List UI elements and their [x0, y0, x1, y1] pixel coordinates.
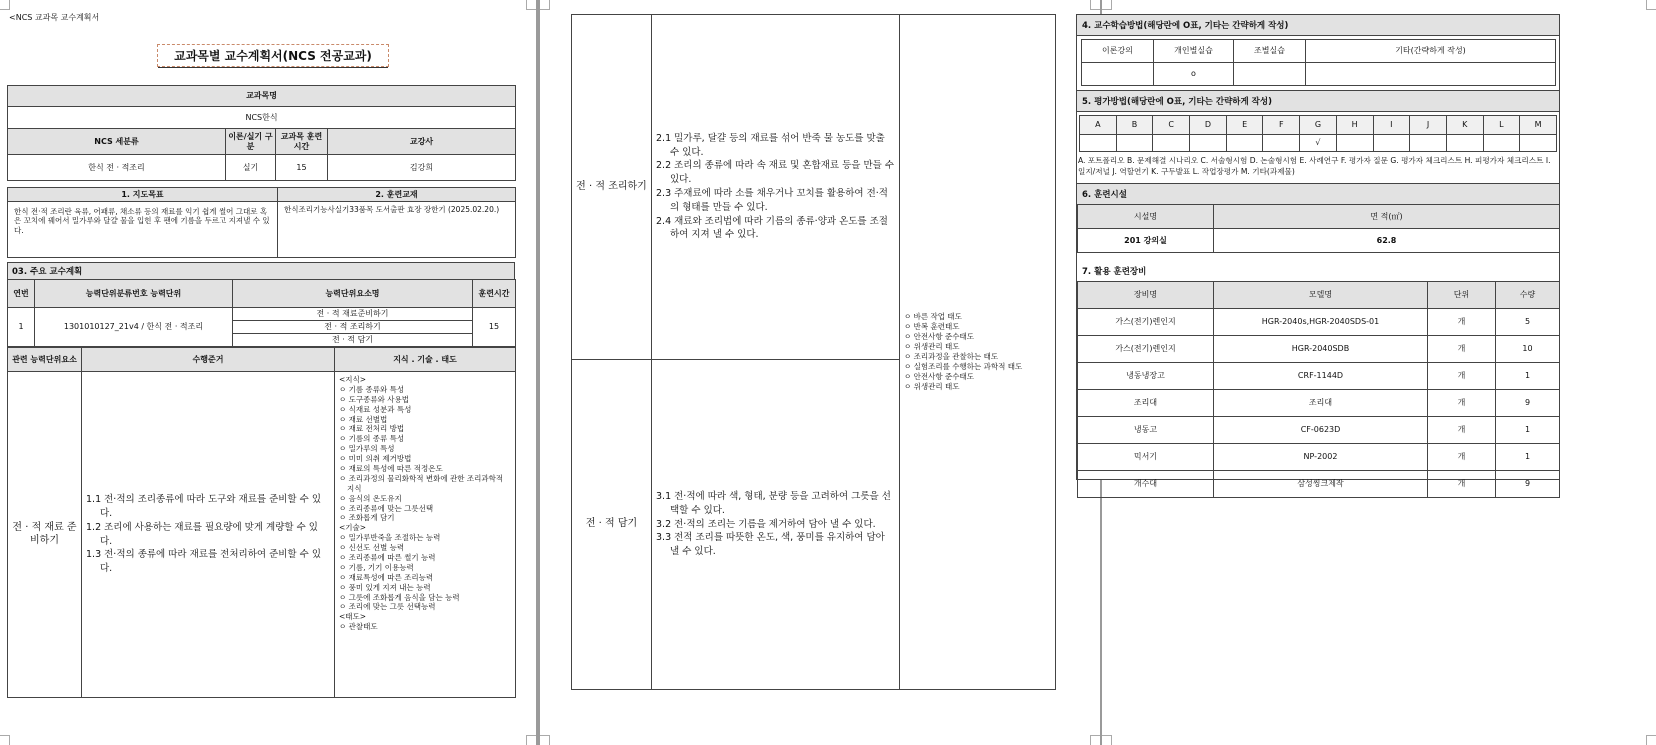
element-name: 전 · 적 조리하기: [572, 15, 652, 360]
evaluation-mark: [1520, 135, 1557, 152]
equipment-table: [1077, 281, 1560, 498]
criterion: 3.1 전·적에 따라 색, 형태, 분량 등을 고려하여 그릇을 선택할 수 있다.: [656, 491, 891, 516]
evaluation-mark: [1116, 135, 1153, 152]
facility-col-area: 면 적(㎡): [1214, 205, 1560, 229]
equipment-model: HGR-2040s,HGR-2040SDS-01: [1214, 309, 1428, 336]
ksa-item: ㅇ 음식의 온도유지: [339, 493, 402, 503]
detail-table-continued: [571, 14, 1056, 690]
ksa-item: ㅇ 조리에 맞는 그릇 선택능력: [339, 602, 436, 612]
textbook-text: 한식조리기능사실기33품목 도서출판 효장 장한기 (2025.02.20.): [278, 202, 516, 258]
plan-row-no: 1: [8, 308, 35, 347]
method-col-other: 기타(간략하게 작성): [1306, 40, 1556, 63]
page-1: [0, 0, 536, 745]
method-table: [1081, 39, 1556, 86]
attitude-item: ㅇ 안전사항 준수태도: [904, 372, 974, 382]
method-col-individual: 개인별실습: [1154, 40, 1234, 63]
evaluation-letter: I: [1373, 116, 1410, 135]
plan-col-no: 연번: [8, 280, 35, 308]
element-criteria: [82, 372, 335, 698]
evaluation-mark: [1373, 135, 1410, 152]
method-col-group: 조별실습: [1234, 40, 1306, 63]
criterion: 3.2 전·적의 조리는 기름을 제거하여 담아 낼 수 있다.: [656, 518, 876, 530]
ksa-item: ㅇ 신선도 선별 능력: [339, 543, 405, 553]
plan-col-hours: 훈련시간: [473, 280, 516, 308]
evaluation-mark: √: [1300, 135, 1337, 152]
equipment-qty: 1: [1496, 444, 1560, 471]
course-table: [7, 85, 516, 181]
evaluation-legend: A. 포트폴리오 B. 문제해결 시나리오 C. 서술형시험 D. 논술형시험 E. 사례연구 F. 평가자 질문 G. 평가자 체크리스트 H. 피평가자 체크리스트 I. 일지/저널 J. 역할연기 K. 구두발표 L. 작업장평가 M. 기타(과제물): [1078, 156, 1551, 176]
plan-table: [7, 279, 516, 347]
col-ncs-category: NCS 세분류: [8, 129, 226, 155]
criterion: 1.3 전·적의 종류에 따라 재료를 전처리하여 준비할 수 있다.: [86, 549, 322, 575]
textbook-label: 2. 훈련교재: [278, 188, 516, 202]
criterion: 1.1 전·적의 조리종류에 따라 도구와 재료를 준비할 수 있다.: [86, 494, 322, 519]
equipment-name: 믹서기: [1078, 444, 1214, 471]
equipment-col-name: 장비명: [1078, 282, 1214, 309]
method-val-lecture: [1082, 63, 1154, 86]
plan-row-element: 전 · 적 담기: [233, 334, 473, 347]
evaluation-letter: D: [1190, 116, 1227, 135]
equipment-unit: 개: [1428, 417, 1496, 444]
facility-label: 6. 훈련시설: [1077, 183, 1559, 205]
evaluation-letter: C: [1153, 116, 1190, 135]
evaluation-letter: M: [1520, 116, 1557, 135]
ksa-item: ㅇ 기름의 종류 특성: [339, 434, 405, 444]
ksa-item: ㅇ 조리과정의 물리화학적 변화에 관한 조리과학적 지식: [339, 473, 504, 493]
ksa-item: ㅇ 재료 전처리 방법: [339, 424, 405, 434]
doc-header-label: <NCS 교과목 교수계획서: [9, 13, 100, 22]
equipment-model: 삼성씽크제작: [1214, 471, 1428, 498]
detail-col-ksa: 지식 . 기술 . 태도: [335, 348, 516, 372]
equipment-col-qty: 수량: [1496, 282, 1560, 309]
evaluation-mark: [1190, 135, 1227, 152]
ksa-item: ㅇ 그릇에 조화롭게 음식을 담는 능력: [339, 592, 460, 602]
criterion: 2.1 밀가루, 달걀 등의 재료를 섞어 반죽 물 농도를 맞출 수 있다.: [656, 132, 885, 158]
table-row: [1078, 471, 1560, 498]
equipment-model: CF-0623D: [1214, 417, 1428, 444]
equipment-unit: 개: [1428, 336, 1496, 363]
attitude-item: ㅇ 안전사항 준수태도: [904, 331, 974, 341]
equipment-unit: 개: [1428, 444, 1496, 471]
ksa-item: ㅇ 도구종류와 사용법: [339, 394, 409, 404]
equipment-label: 7. 활용 훈련장비: [1082, 267, 1147, 277]
element-name: 전 · 적 담기: [572, 360, 652, 690]
ksa-item: <지식>: [339, 375, 367, 384]
criterion: 1.2 조리에 사용하는 재료를 필요량에 맞게 계량할 수 있다.: [86, 521, 318, 547]
evaluation-label: 5. 평가방법(해당란에 O표, 기타는 간략하게 작성): [1077, 90, 1559, 112]
doc-title: 교과목별 교수계획서(NCS 전공교과): [157, 44, 389, 67]
method-val-individual: o: [1154, 63, 1234, 86]
val-instructor: 김강희: [328, 155, 516, 181]
evaluation-letter: E: [1226, 116, 1263, 135]
plan-row-element: 전 · 적 재료준비하기: [233, 308, 473, 321]
attitude-item: ㅇ 위생관리 태도: [904, 382, 960, 392]
page3-frame: [1076, 14, 1560, 488]
evaluation-mark: [1226, 135, 1263, 152]
course-name: NCS한식: [8, 107, 516, 129]
evaluation-letter: F: [1263, 116, 1300, 135]
ksa-item: <기술>: [339, 523, 367, 533]
evaluation-table: [1079, 115, 1557, 152]
equipment-model: HGR-2040SDB: [1214, 336, 1428, 363]
element-criteria: [652, 360, 900, 690]
col-instructor: 교강사: [328, 129, 516, 155]
page-2: [540, 0, 1100, 745]
plan-row-hours: 15: [473, 308, 516, 347]
equipment-model: NP-2002: [1214, 444, 1428, 471]
equipment-model: 조리대: [1214, 390, 1428, 417]
element-criteria: [652, 15, 900, 360]
table-row: [1078, 417, 1560, 444]
plan-label: 03. 주요 교수계획: [7, 262, 515, 280]
evaluation-mark: [1446, 135, 1483, 152]
val-theory-practice: 실기: [226, 155, 276, 181]
evaluation-letter: A: [1080, 116, 1117, 135]
ksa-item: ㅇ 풍미 있게 지져 내는 능력: [339, 582, 431, 592]
ksa-item: ㅇ 재료의 특성에 따른 적정온도: [339, 464, 443, 474]
val-ncs-category: 한식 전 · 적조리: [8, 155, 226, 181]
ksa-item: ㅇ 관찰태도: [339, 622, 378, 632]
equipment-unit: 개: [1428, 363, 1496, 390]
facility-val-name: 201 강의실: [1078, 229, 1214, 253]
plan-col-element: 능력단위요소명: [233, 280, 473, 308]
criterion: 2.3 주재료에 따라 소를 채우거나 꼬치를 활용하여 전·적의 형태를 만들 수 있다.: [656, 188, 888, 213]
attitude-item: ㅇ 실험조리를 수행하는 과학적 태도: [904, 362, 1023, 372]
evaluation-mark: [1336, 135, 1373, 152]
table-row: [1078, 444, 1560, 471]
equipment-unit: 개: [1428, 471, 1496, 498]
attitude-list: [900, 15, 1056, 690]
val-training-hours: 15: [276, 155, 328, 181]
ksa-item: ㅇ 밀가루반죽을 조절하는 능력: [339, 533, 441, 543]
evaluation-letter: G: [1300, 116, 1337, 135]
evaluation-mark: [1410, 135, 1447, 152]
evaluation-letter: L: [1483, 116, 1520, 135]
detail-table: [7, 347, 516, 698]
facility-table: [1077, 204, 1560, 253]
ksa-item: ㅇ 밀가루의 특성: [339, 444, 395, 454]
ksa-item: <태도>: [339, 612, 367, 622]
element-name: 전 · 적 재료 준비하기: [8, 372, 82, 698]
criterion: 2.2 조리의 종류에 따라 속 재료 및 혼합재료 등을 만들 수 있다.: [656, 160, 895, 186]
table-row: [1078, 363, 1560, 390]
ksa-item: ㅇ 재료 선별법: [339, 414, 388, 424]
ksa-item: ㅇ 조리종류에 맞는 그릇선택: [339, 503, 434, 513]
plan-col-unit: 능력단위분류번호 능력단위: [35, 280, 233, 308]
ksa-item: ㅇ 기름 종류와 특성: [339, 384, 405, 394]
equipment-unit: 개: [1428, 390, 1496, 417]
equipment-name: 냉동냉장고: [1078, 363, 1214, 390]
equipment-qty: 9: [1496, 390, 1560, 417]
facility-col-name: 시설명: [1078, 205, 1214, 229]
method-col-lecture: 이론강의: [1082, 40, 1154, 63]
attitude-item: ㅇ 반복 훈련태도: [904, 321, 960, 331]
plan-row-element: 전 · 적 조리하기: [233, 321, 473, 334]
course-name-label: 교과목명: [8, 86, 516, 107]
detail-col-criteria: 수행준거: [82, 348, 335, 372]
method-label: 4. 교수학습방법(해당란에 O표, 기타는 간략하게 작성): [1077, 15, 1559, 36]
col-theory-practice: 이론/실기 구분: [226, 129, 276, 155]
evaluation-letter: K: [1446, 116, 1483, 135]
criterion: 3.3 전적 조리를 따뜻한 온도, 색, 풍미를 유지하여 담아 낼 수 있다.: [656, 532, 885, 558]
equipment-name: 조리대: [1078, 390, 1214, 417]
ksa-item: ㅇ 조리종류에 따른 썰기 능력: [339, 553, 436, 563]
evaluation-letter: H: [1336, 116, 1373, 135]
table-row: [1078, 309, 1560, 336]
ksa-item: ㅇ 재료특성에 따른 조리능력: [339, 572, 434, 582]
equipment-qty: 5: [1496, 309, 1560, 336]
goals-label: 1. 지도목표: [8, 188, 278, 202]
method-val-other: [1306, 63, 1556, 86]
detail-col-element: 관련 능력단위요소: [8, 348, 82, 372]
criterion: 2.4 재료와 조리법에 따라 기름의 종류·양과 온도를 조절하여 지져 낼 수 있다.: [656, 215, 888, 241]
equipment-unit: 개: [1428, 309, 1496, 336]
equipment-name: 가스(전기)렌인지: [1078, 309, 1214, 336]
method-val-group: [1234, 63, 1306, 86]
goals-table: [7, 187, 516, 258]
ksa-item: ㅇ 기름, 기기 이용능력: [339, 562, 414, 572]
evaluation-mark: [1153, 135, 1190, 152]
col-training-hours: 교과목 훈련시간: [276, 129, 328, 155]
attitude-item: ㅇ 위생관리 태도: [904, 341, 960, 351]
table-row: [1078, 390, 1560, 417]
attitude-item: ㅇ 조리과정을 관찰하는 태도: [904, 352, 999, 361]
equipment-name: 가스(전기)렌인지: [1078, 336, 1214, 363]
ksa-list: [335, 372, 516, 698]
equipment-qty: 10: [1496, 336, 1560, 363]
equipment-qty: 1: [1496, 417, 1560, 444]
evaluation-letter: B: [1116, 116, 1153, 135]
equipment-col-unit: 단위: [1428, 282, 1496, 309]
evaluation-letter: J: [1410, 116, 1447, 135]
equipment-col-model: 모델명: [1214, 282, 1428, 309]
ksa-item: ㅇ 미미 의취 제거방법: [339, 454, 412, 464]
facility-val-area: 62.8: [1214, 229, 1560, 253]
table-row: [1078, 336, 1560, 363]
evaluation-mark: [1263, 135, 1300, 152]
equipment-qty: 9: [1496, 471, 1560, 498]
evaluation-mark: [1080, 135, 1117, 152]
ksa-item: ㅇ 조화롭게 담기: [339, 513, 395, 523]
goals-text: 한식 전·적 조리란 육류, 어패류, 채소류 등의 재료를 익기 쉽게 썰어 그대로 혹은 꼬치에 꿰어서 밀가루와 달걀 물을 입힌 후 팬에 기름을 두르고 지져낼 수 있다.: [8, 202, 278, 258]
evaluation-mark: [1483, 135, 1520, 152]
equipment-name: 냉동고: [1078, 417, 1214, 444]
equipment-name: 개수대: [1078, 471, 1214, 498]
equipment-model: CRF-1144D: [1214, 363, 1428, 390]
equipment-qty: 1: [1496, 363, 1560, 390]
ksa-item: ㅇ 식재료 성분과 특성: [339, 404, 412, 414]
plan-row-unit: 1301010127_21v4 / 한식 전 · 적조리: [35, 308, 233, 347]
attitude-item: ㅇ 바른 작업 태도: [904, 311, 962, 321]
